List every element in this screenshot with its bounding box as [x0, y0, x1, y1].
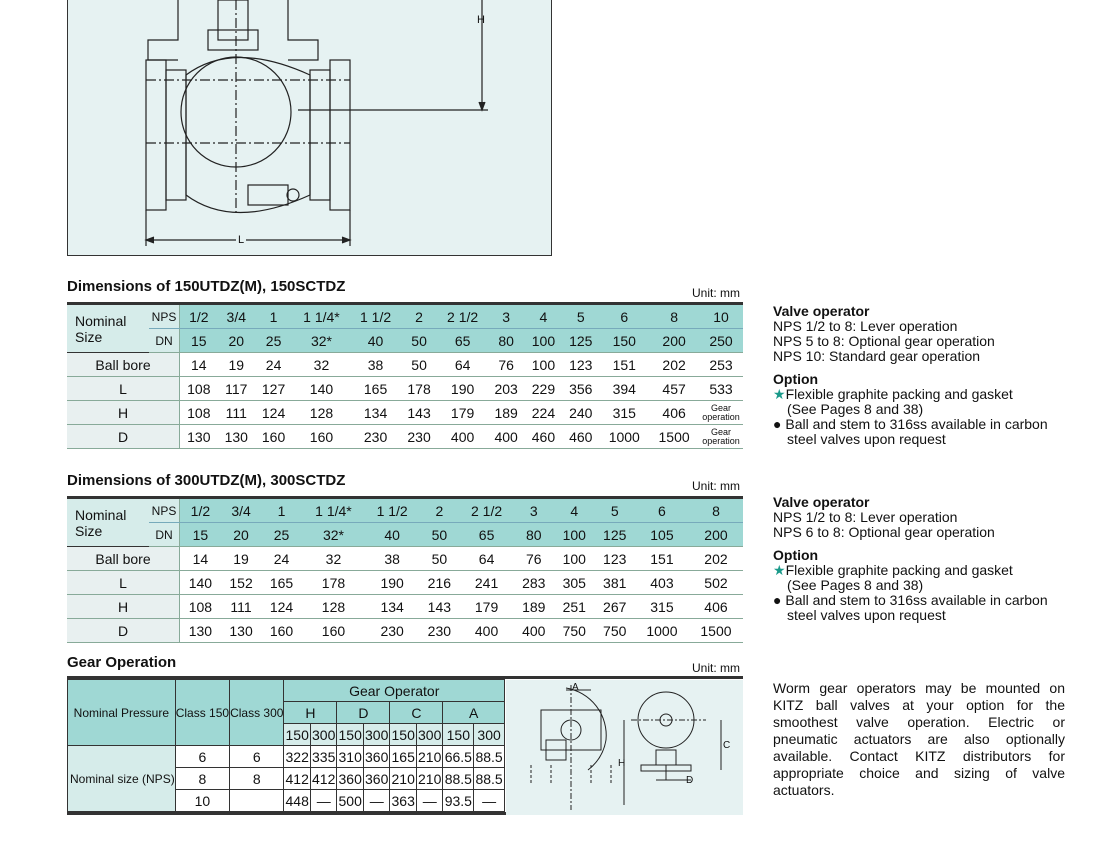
notes-300	[773, 495, 1048, 623]
value-cell: 202	[689, 547, 743, 571]
nps-cell: 8	[649, 304, 699, 329]
dn-cell: 20	[221, 523, 261, 547]
value-cell: 178	[302, 571, 365, 595]
value-cell: 283	[514, 571, 554, 595]
value-cell: 230	[400, 425, 437, 449]
option-line: ★Flexible graphite packing and gasket	[773, 386, 1013, 402]
value-cell: 14	[180, 353, 218, 377]
value-cell: 360	[363, 746, 390, 768]
dn-cell: 32*	[292, 329, 350, 353]
value-cell: 500	[337, 790, 364, 812]
row-label: D	[67, 425, 180, 449]
dn-cell: 200	[649, 329, 699, 353]
value-cell: 88.5	[443, 768, 474, 790]
gear-sub-header: 150	[390, 724, 417, 746]
value-cell: —	[474, 790, 505, 812]
star-icon: ★	[773, 562, 786, 578]
value-cell: 124	[255, 401, 292, 425]
nominal-size-header: Nominal size (NPS)	[68, 746, 176, 812]
table-row	[67, 547, 743, 571]
nps-cell: 2 1/2	[460, 498, 514, 523]
value-cell: 178	[400, 377, 437, 401]
option-heading: Option	[773, 371, 819, 387]
value-cell: 305	[554, 571, 594, 595]
value-cell: 360	[363, 768, 390, 790]
value-cell: 412	[310, 768, 337, 790]
nps-cell: 3/4	[218, 304, 255, 329]
value-cell: Gear operation	[699, 401, 743, 425]
value-cell: 750	[554, 619, 594, 643]
value-cell: 88.5	[474, 768, 505, 790]
value-cell: 240	[562, 401, 599, 425]
class-150-cell: 10	[175, 790, 229, 812]
gear-table	[67, 679, 505, 812]
valve-drawing	[67, 0, 552, 256]
value-cell: 230	[419, 619, 459, 643]
value-cell: 179	[460, 595, 514, 619]
value-cell: 457	[649, 377, 699, 401]
table-row	[68, 746, 505, 768]
nominal-size-header: Nominal Size	[67, 304, 149, 353]
value-cell: 1500	[649, 425, 699, 449]
value-cell: 143	[419, 595, 459, 619]
option-line: ★Flexible graphite packing and gasket	[773, 562, 1013, 578]
valve-cross-section-icon	[68, 0, 553, 256]
value-cell: 160	[292, 425, 350, 449]
dn-cell: 25	[255, 329, 292, 353]
gear-sub-header: 300	[363, 724, 390, 746]
dn-cell: 25	[261, 523, 301, 547]
gear-sub-header: 150	[284, 724, 311, 746]
value-cell: 360	[337, 768, 364, 790]
value-cell: 202	[649, 353, 699, 377]
value-cell: 24	[261, 547, 301, 571]
value-cell: 315	[599, 401, 649, 425]
row-label: L	[67, 377, 180, 401]
dn-cell: 105	[635, 523, 689, 547]
value-cell: 315	[635, 595, 689, 619]
row-label: H	[67, 595, 180, 619]
table-300	[67, 496, 743, 643]
value-cell: 412	[284, 768, 311, 790]
nps-cell: 1/2	[180, 498, 221, 523]
value-cell: 50	[419, 547, 459, 571]
value-cell: 310	[337, 746, 364, 768]
gear-unit: Unit: mm	[692, 661, 740, 675]
nps-cell: 10	[699, 304, 743, 329]
dn-cell: 20	[218, 329, 255, 353]
value-cell: 179	[438, 401, 488, 425]
value-cell: 100	[525, 353, 562, 377]
value-cell: —	[363, 790, 390, 812]
class-300-header: Class 300	[230, 680, 284, 746]
value-cell: 140	[292, 377, 350, 401]
dn-cell: 80	[487, 329, 524, 353]
value-cell: 50	[400, 353, 437, 377]
nps-cell: 5	[594, 498, 634, 523]
class-300-cell	[230, 790, 284, 812]
value-cell: 108	[180, 377, 218, 401]
nps-cell: 1 1/4*	[292, 304, 350, 329]
value-cell: —	[310, 790, 337, 812]
dn-cell: 40	[351, 329, 401, 353]
row-label: L	[67, 571, 180, 595]
table-row	[67, 377, 743, 401]
gear-operator-diagram-icon	[506, 680, 743, 815]
value-cell: —	[416, 790, 443, 812]
option-line: (See Pages 8 and 38)	[787, 401, 924, 417]
table-300-title: Dimensions of 300UTDZ(M), 300SCTDZ	[67, 472, 346, 489]
nps-cell: 3	[514, 498, 554, 523]
table-row	[67, 619, 743, 643]
value-cell: 210	[416, 768, 443, 790]
valve-operator-heading: Valve operator	[773, 494, 870, 510]
valve-operator-heading: Valve operator	[773, 303, 870, 319]
value-cell: 100	[554, 547, 594, 571]
value-cell: 160	[255, 425, 292, 449]
value-cell: 160	[302, 619, 365, 643]
table-row	[67, 425, 743, 449]
draw-h-label: H	[618, 758, 626, 769]
value-cell: 394	[599, 377, 649, 401]
nps-cell: 4	[525, 304, 562, 329]
value-cell: 190	[438, 377, 488, 401]
value-cell: 356	[562, 377, 599, 401]
operator-line: NPS 10: Standard gear operation	[773, 348, 981, 364]
dn-cell: 50	[419, 523, 459, 547]
value-cell: 460	[525, 425, 562, 449]
nps-cell: 1 1/2	[351, 304, 401, 329]
draw-c-label: C	[723, 740, 731, 751]
value-cell: 108	[180, 401, 218, 425]
value-cell: 123	[594, 547, 634, 571]
option-line: ● Ball and stem to 316ss available in carbon	[773, 592, 1048, 608]
value-cell: 134	[351, 401, 401, 425]
gear-col-header: A	[443, 702, 505, 724]
nps-cell: 2	[419, 498, 459, 523]
bullet-icon: ●	[773, 416, 786, 432]
bullet-icon: ●	[773, 592, 786, 608]
gear-sub-header: 150	[443, 724, 474, 746]
class-150-header: Class 150	[175, 680, 229, 746]
value-cell: 151	[635, 547, 689, 571]
dn-cell: 50	[400, 329, 437, 353]
value-cell: 229	[525, 377, 562, 401]
class-150-cell: 6	[175, 746, 229, 768]
value-cell: 189	[514, 595, 554, 619]
star-icon: ★	[773, 386, 786, 402]
value-cell: 230	[365, 619, 419, 643]
nps-cell: 2 1/2	[438, 304, 488, 329]
operator-line: NPS 6 to 8: Optional gear operation	[773, 524, 995, 540]
table-row	[67, 595, 743, 619]
gear-sub-header: 300	[474, 724, 505, 746]
table-150-title: Dimensions of 150UTDZ(M), 150SCTDZ	[67, 278, 346, 295]
dn-cell: 100	[525, 329, 562, 353]
value-cell: 224	[525, 401, 562, 425]
value-cell: 128	[302, 595, 365, 619]
nps-cell: 6	[599, 304, 649, 329]
value-cell: 403	[635, 571, 689, 595]
gear-title: Gear Operation	[67, 654, 177, 671]
value-cell: 400	[438, 425, 488, 449]
value-cell: 111	[218, 401, 255, 425]
dn-cell: 100	[554, 523, 594, 547]
operator-line: NPS 1/2 to 8: Lever operation	[773, 509, 958, 525]
table-300-unit: Unit: mm	[692, 479, 740, 493]
dn-cell: 15	[180, 329, 218, 353]
value-cell: 165	[390, 746, 417, 768]
dn-label: DN	[149, 329, 180, 353]
value-cell: 400	[487, 425, 524, 449]
dn-cell: 125	[562, 329, 599, 353]
dn-cell: 15	[180, 523, 221, 547]
option-line: steel valves upon request	[787, 431, 946, 447]
value-cell: 165	[261, 571, 301, 595]
value-cell: 1000	[635, 619, 689, 643]
row-label: Ball bore	[67, 353, 180, 377]
dn-label: DN	[149, 523, 180, 547]
gear-drawing	[506, 680, 743, 815]
value-cell: Gear operation	[699, 425, 743, 449]
draw-d-label: D	[686, 775, 694, 786]
value-cell: 190	[365, 571, 419, 595]
nps-cell: 4	[554, 498, 594, 523]
dim-l-label: L	[238, 234, 245, 246]
value-cell: 267	[594, 595, 634, 619]
nominal-size-header: Nominal Size	[67, 498, 149, 547]
nps-cell: 1 1/2	[365, 498, 419, 523]
value-cell: 123	[562, 353, 599, 377]
dim-h-label: H	[477, 14, 485, 26]
value-cell: 76	[487, 353, 524, 377]
gear-col-header: C	[390, 702, 443, 724]
class-300-cell: 8	[230, 768, 284, 790]
value-cell: 210	[416, 746, 443, 768]
value-cell: 32	[302, 547, 365, 571]
value-cell: 750	[594, 619, 634, 643]
value-cell: 24	[255, 353, 292, 377]
value-cell: 38	[351, 353, 401, 377]
gear-sub-header: 300	[310, 724, 337, 746]
value-cell: 130	[218, 425, 255, 449]
table-150	[67, 302, 743, 449]
gear-description: Worm gear operators may be mounted on KITZ ball valves at your option for the smoothest valve operation. Electric or pneumatic actuators are also optionally available. Contact KITZ distributors for appropriate choice and sizing of valve actuators.	[773, 680, 1065, 798]
row-label: H	[67, 401, 180, 425]
nps-cell: 1/2	[180, 304, 218, 329]
value-cell: 160	[261, 619, 301, 643]
nps-cell: 2	[400, 304, 437, 329]
value-cell: 127	[255, 377, 292, 401]
value-cell: 322	[284, 746, 311, 768]
nps-cell: 1 1/4*	[302, 498, 365, 523]
nps-cell: 3	[487, 304, 524, 329]
gear-sub-header: 300	[416, 724, 443, 746]
dn-cell: 250	[699, 329, 743, 353]
value-cell: 88.5	[474, 746, 505, 768]
value-cell: 502	[689, 571, 743, 595]
nps-cell: 6	[635, 498, 689, 523]
value-cell: 241	[460, 571, 514, 595]
value-cell: 76	[514, 547, 554, 571]
dn-cell: 40	[365, 523, 419, 547]
nps-cell: 1	[261, 498, 301, 523]
value-cell: 400	[460, 619, 514, 643]
value-cell: 251	[554, 595, 594, 619]
value-cell: 152	[221, 571, 261, 595]
value-cell: 130	[221, 619, 261, 643]
gear-col-header: H	[284, 702, 337, 724]
nps-cell: 5	[562, 304, 599, 329]
value-cell: 64	[438, 353, 488, 377]
value-cell: 151	[599, 353, 649, 377]
value-cell: 108	[180, 595, 221, 619]
nps-cell: 3/4	[221, 498, 261, 523]
value-cell: 134	[365, 595, 419, 619]
value-cell: 140	[180, 571, 221, 595]
nps-cell: 1	[255, 304, 292, 329]
value-cell: 335	[310, 746, 337, 768]
value-cell: 363	[390, 790, 417, 812]
operator-line: NPS 5 to 8: Optional gear operation	[773, 333, 995, 349]
nps-label: NPS	[149, 498, 180, 523]
value-cell: 230	[351, 425, 401, 449]
dn-cell: 150	[599, 329, 649, 353]
nps-label: NPS	[149, 304, 180, 329]
gear-operator-header: Gear Operator	[284, 680, 505, 702]
option-heading: Option	[773, 547, 819, 563]
value-cell: 14	[180, 547, 221, 571]
value-cell: 165	[351, 377, 401, 401]
table-row	[67, 571, 743, 595]
dn-cell: 32*	[302, 523, 365, 547]
option-line: (See Pages 8 and 38)	[787, 577, 924, 593]
option-line: steel valves upon request	[787, 607, 946, 623]
gear-col-header: D	[337, 702, 390, 724]
draw-a-label: A	[572, 682, 579, 693]
table-row	[67, 353, 743, 377]
value-cell: 203	[487, 377, 524, 401]
table-150-unit: Unit: mm	[692, 286, 740, 300]
row-label: D	[67, 619, 180, 643]
value-cell: 189	[487, 401, 524, 425]
value-cell: 117	[218, 377, 255, 401]
dn-cell: 125	[594, 523, 634, 547]
value-cell: 128	[292, 401, 350, 425]
gear-sub-header: 150	[337, 724, 364, 746]
value-cell: 19	[221, 547, 261, 571]
value-cell: 124	[261, 595, 301, 619]
value-cell: 64	[460, 547, 514, 571]
value-cell: 130	[180, 425, 218, 449]
dn-cell: 80	[514, 523, 554, 547]
value-cell: 448	[284, 790, 311, 812]
value-cell: 400	[514, 619, 554, 643]
value-cell: 533	[699, 377, 743, 401]
value-cell: 130	[180, 619, 221, 643]
value-cell: 253	[699, 353, 743, 377]
nps-cell: 8	[689, 498, 743, 523]
value-cell: 32	[292, 353, 350, 377]
value-cell: 66.5	[443, 746, 474, 768]
value-cell: 216	[419, 571, 459, 595]
value-cell: 460	[562, 425, 599, 449]
value-cell: 19	[218, 353, 255, 377]
value-cell: 38	[365, 547, 419, 571]
value-cell: 406	[689, 595, 743, 619]
notes-150	[773, 304, 1048, 447]
dn-cell: 65	[460, 523, 514, 547]
value-cell: 210	[390, 768, 417, 790]
row-label: Ball bore	[67, 547, 180, 571]
value-cell: 143	[400, 401, 437, 425]
value-cell: 1000	[599, 425, 649, 449]
value-cell: 93.5	[443, 790, 474, 812]
dn-cell: 65	[438, 329, 488, 353]
nominal-pressure-header: Nominal Pressure	[68, 680, 176, 746]
option-line: ● Ball and stem to 316ss available in carbon	[773, 416, 1048, 432]
value-cell: 1500	[689, 619, 743, 643]
table-row	[67, 401, 743, 425]
class-300-cell: 6	[230, 746, 284, 768]
value-cell: 111	[221, 595, 261, 619]
value-cell: 406	[649, 401, 699, 425]
class-150-cell: 8	[175, 768, 229, 790]
operator-line: NPS 1/2 to 8: Lever operation	[773, 318, 958, 334]
dn-cell: 200	[689, 523, 743, 547]
value-cell: 381	[594, 571, 634, 595]
